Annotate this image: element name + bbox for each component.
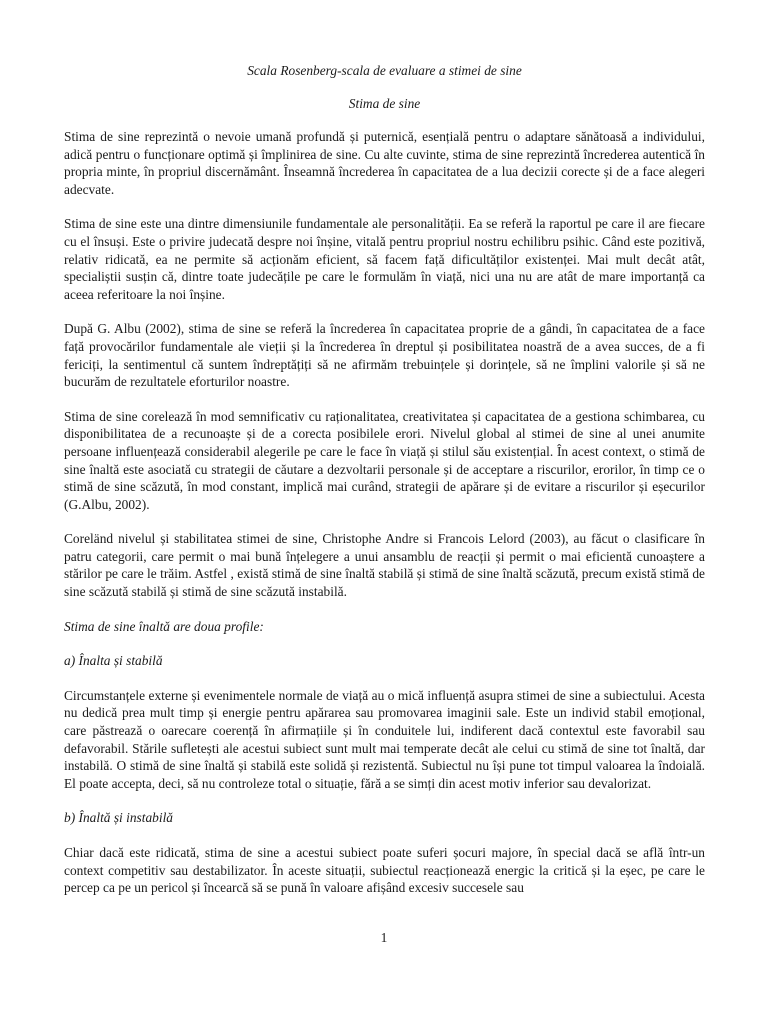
section-a-text: Circumstanțele externe și evenimentele normale de viață au o mică influență asupra stimei de sine a subiectului. Acesta nu dedică prea mult timp și energie pentru apărarea sau promovarea imaginii sale. Este un individ stabil emoțional, care păstrează o oarecare coerență în afirmațiile și în conduitele lui, indiferent dacă contextul este favorabil sau defavorabil. Stările sufletești ale acestui subiect sunt mult mai temperate decât ale celui cu stimă de sine tot înaltă, dar instabilă. O stimă de sine înaltă și stabilă este solidă și rezistentă. Subiectul nu își pune tot timpul valoarea la îndoială. El poate accepta, deci, să nu controleze total o situație, fără a se simți din acest motiv inferior sau devalorizat. [64,687,705,791]
paragraph-2: Stima de sine este una dintre dimensiunile fundamentale ale personalității. Ea se referă la raportul pe care il are fiecare cu el însuși. Este o privire judecată despre noi înșine, vitală pentru propriul nostru echilibru psihic. Când este pozitivă, relativ ridicată, ea ne permite să acționăm eficient, să facem față dificultăților existenței. Mai mult decât atât, specialiștii susțin că, dintre toate judecățile pe care le formulăm în viață, nici una nu are atât de mare importanță ca aceea referitoare la noi înșine. [64,216,705,302]
paragraph-5: Coreländ nivelul și stabilitatea stimei de sine, Christophe Andre si Francois Lelord (2003), au făcut o clasificare în patru categorii, care permit o mai bună înțelegere a unui ansamblu de reacții și permit o mai eficientă cunoaștere a stărilor pe care le trăim. Astfel , există stimă de sine înaltă stabilă și stimă de sine înaltă scăzută, precum există stimă de sine scăzută stabilă și stimă de sine scăzută instabilă. [64,531,705,600]
profiles-heading: Stima de sine înaltă are doua profile: [64,618,264,634]
document-subtitle: Stima de sine [348,96,421,111]
paragraph-4: Stima de sine corelează în mod semnificativ cu raționalitatea, creativitatea și capacitatea de a gestiona schimbarea, cu disponibilitatea de a recunoaște și de a corecta posibilele erori. Nivelul global al stimei de sine al unei anumite persoane influențează considerabil alegerile pe care le face în viață și stilul său existențial. În acest context, o stimă de sine înaltă este asociată cu strategii de căutare a dezvoltarii personale și de acceptare a riscurilor, erorilor, în timp ce o stimă de sine scăzută, în mod constant, implică mai curând, strategii de apărare și de evitare a riscurilor și eșecurilor (G.Albu, 2002). [64,408,705,512]
page-number: 1 [380,930,388,945]
section-a-heading: a) Înalta și stabilă [64,653,163,669]
document-title: Scala Rosenberg-scala de evaluare a stimei de sine [247,63,522,78]
section-b-heading: b) Înaltă și instabilă [64,810,173,826]
paragraph-3: După G. Albu (2002), stima de sine se referă la încrederea în capacitatea proprie de a gândi, în capacitatea de a face față provocărilor fundamentale ale vieții și la încrederea în dreptul și posibilitatea noastră de a avea succes, de a fi fericiți, la sentimentul că suntem îndreptățiți să ne afirmăm trebuințele și dorințele, să ne împlini valorile și să ne bucurăm de rezultatele eforturilor noastre. [64,321,705,390]
paragraph-1: Stima de sine reprezintă o nevoie umană profundă și puternică, esențială pentru o adaptare sănătoasă a individului, adică pentru o funcționare optimă și împlinirea de sine. Cu alte cuvinte, stima de sine reprezintă încrederea autentică în propria minte, în propriul discernământ. Înseamnă încrederea în capacitatea de a lua decizii corecte și de a face alegeri adecvate. [64,129,705,197]
section-b-text: Chiar dacă este ridicată, stima de sine a acestui subiect poate suferi șocuri majore, în special dacă se află într-un context competitiv sau destabilizator. În aceste situații, subiectul reacționează energic la critică și la eșec, pe care le percep ca pe un pericol și încearcă să se pună în valoare afișând excesiv succesele sau [64,845,705,896]
